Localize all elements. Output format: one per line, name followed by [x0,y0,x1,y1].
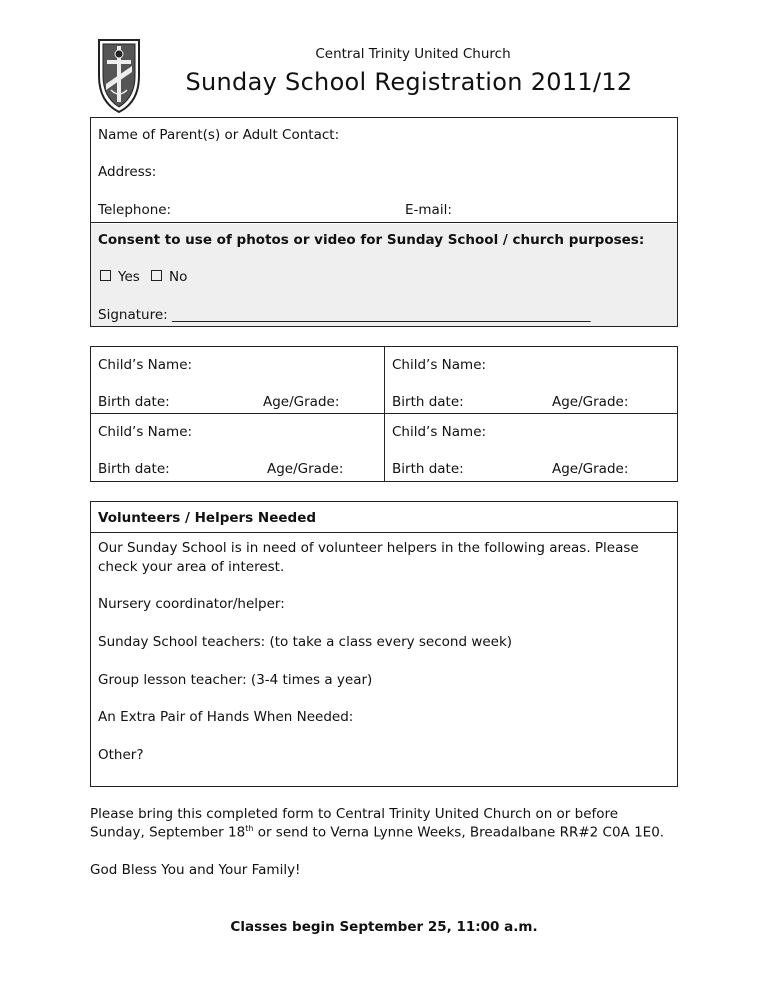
child1-age-label: Age/Grade: [263,394,340,410]
yes-checkbox[interactable] [100,270,111,281]
child2-age-label: Age/Grade: [552,394,629,410]
no-label: No [169,269,188,285]
consent-yes-option[interactable] [100,269,140,285]
instructions-address: or send to Verna Lynne Weeks, Breadalbane RR#2 C0A 1E0. [253,824,665,841]
volunteer-item-teachers: Sunday School teachers: (to take a class every second week) [98,634,513,650]
telephone-label: Telephone: [98,202,172,218]
volunteers-box [90,501,678,787]
page-title: Sunday School Registration 2011/12 [185,68,633,96]
child4-age-label: Age/Grade: [552,461,629,477]
consent-heading: Consent to use of photos or video for Sunday School / church purposes: [98,232,645,248]
address-label: Address: [98,164,157,180]
parent-name-label: Name of Parent(s) or Adult Contact: [98,127,340,143]
child4-birth-label: Birth date: [392,461,464,477]
child3-name-label: Child’s Name: [98,424,193,440]
children-table [90,346,678,482]
column-divider [384,347,385,481]
blessing-text: God Bless You and Your Family! [90,862,301,878]
no-checkbox[interactable] [151,270,162,281]
child1-birth-label: Birth date: [98,394,170,410]
instructions-date: Sunday, September 18 [90,824,246,841]
volunteer-item-group-lesson: Group lesson teacher: (3-4 times a year) [98,672,373,688]
divider [91,532,677,533]
email-label: E-mail: [405,202,452,218]
date-suffix: th [245,824,254,833]
child2-name-label: Child’s Name: [392,357,487,373]
child4-name-label: Child’s Name: [392,424,487,440]
volunteer-item-nursery: Nursery coordinator/helper: [98,596,285,612]
volunteers-intro-2: check your area of interest. [98,559,285,575]
divider [91,222,677,223]
volunteer-item-other: Other? [98,747,144,763]
child2-birth-label: Birth date: [392,394,464,410]
signature-line[interactable]: Signature: ______________________________________________________________ [98,307,591,323]
yes-label: Yes [118,269,140,285]
child1-name-label: Child’s Name: [98,357,193,373]
child3-age-label: Age/Grade: [267,461,344,477]
child3-birth-label: Birth date: [98,461,170,477]
instructions-line-2 [90,824,664,841]
consent-no-option[interactable] [151,269,187,285]
volunteers-intro-1: Our Sunday School is in need of volunteer helpers in the following areas. Please [98,540,639,556]
church-name: Central Trinity United Church [315,46,511,62]
instructions-line-1: Please bring this completed form to Central Trinity United Church on or before [90,806,619,822]
volunteer-item-extra-hands: An Extra Pair of Hands When Needed: [98,709,354,725]
contact-consent-box [90,117,678,327]
volunteers-heading: Volunteers / Helpers Needed [98,510,317,526]
classes-begin-text: Classes begin September 25, 11:00 a.m. [230,919,538,935]
